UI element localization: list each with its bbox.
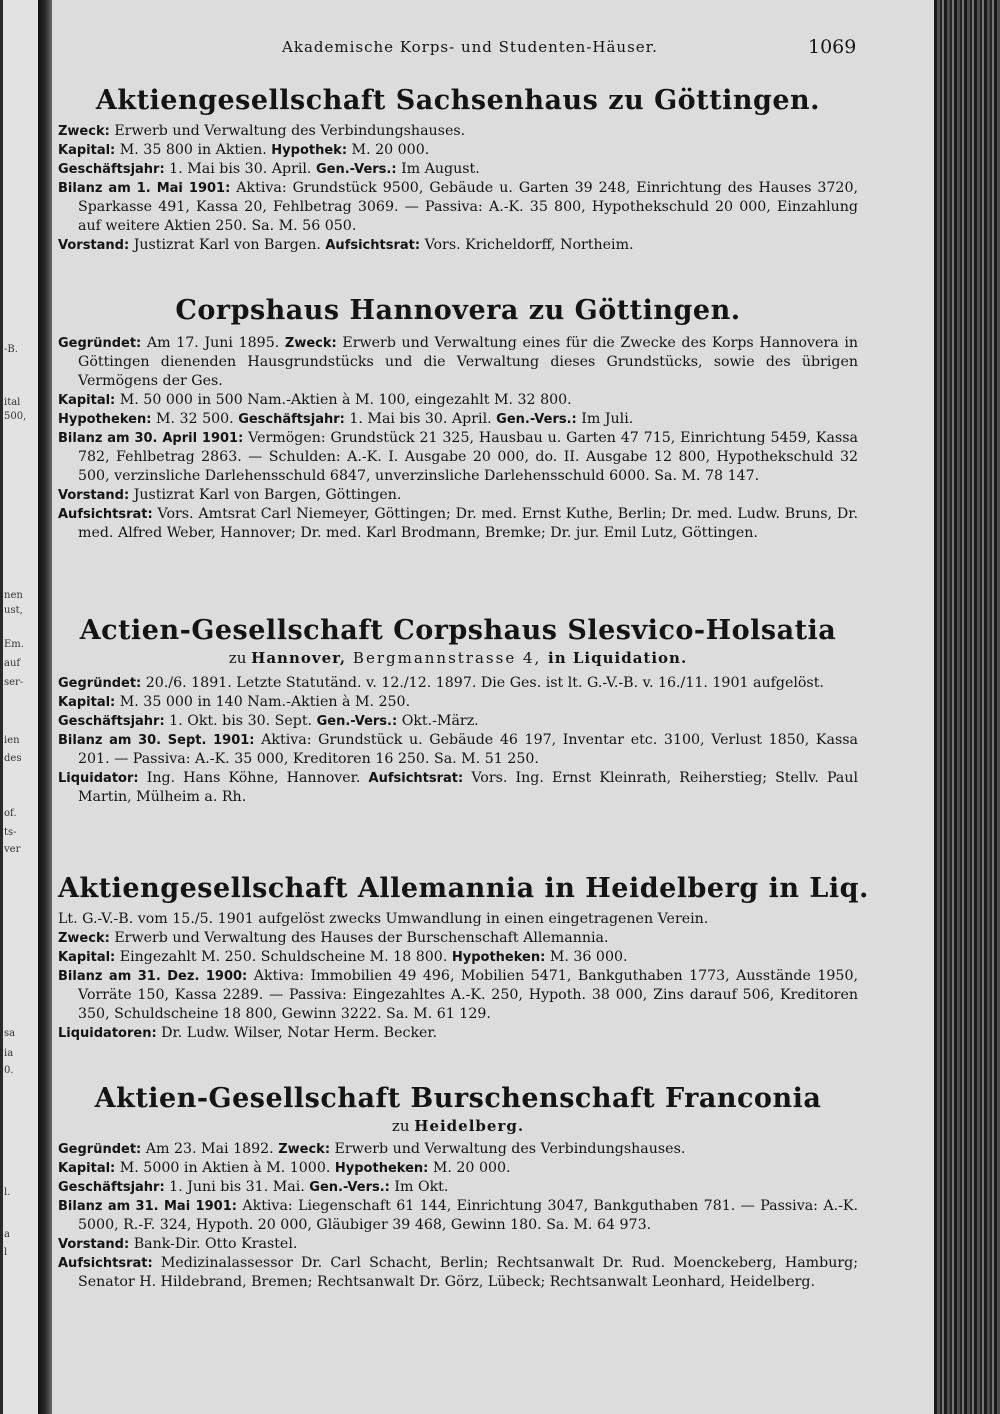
section-title: Aktiengesellschaft Allemannia in Heidelberg in Liq. xyxy=(58,873,869,904)
entry-line: Bilanz am 30. April 1901: Vermögen: Grundstück 21 325, Hausbau u. Garten 47 715, Einrichtung 5459, Kassa 782, Fehlbetrag 2863. — Schulden: A.-K. I. Ausgabe 20 000, do. II. Ausgabe 12 800, Hypothekschuld 32 500, verzinsliche Darlehensschuld 6847, unverzinsliche Darlehensschuld 6000. Sa. M. 78 147. xyxy=(58,430,858,484)
section-title: Corpshaus Hannovera zu Göttingen. xyxy=(175,295,741,326)
section-franconia xyxy=(58,1082,858,1292)
page-number: 1069 xyxy=(808,36,857,58)
entry-line: Bilanz am 31. Mai 1901: Aktiva: Liegenschaft 61 144, Einrichtung 3047, Bankguthaben 781. — Passiva: A.-K. 5000, R.-F. 324, Hypoth. 20 000, Gläubiger 39 468, Gewinn 180. Sa. M. 64 973. xyxy=(58,1198,859,1233)
margin-fragment: of. xyxy=(4,808,17,819)
facing-page-strip xyxy=(0,0,38,1414)
entry-line: Vorstand: Bank-Dir. Otto Krastel. xyxy=(58,1236,298,1252)
margin-fragment: l. xyxy=(4,1187,11,1198)
margin-fragment: ien xyxy=(4,735,20,746)
section-subtitle: zu Heidelberg. xyxy=(391,1117,525,1135)
entry-line: Vorstand: Justizrat Karl von Bargen. Aufsichtsrat: Vors. Kricheldorff, Northeim. xyxy=(58,237,634,253)
entry-line: Bilanz am 31. Dez. 1900: Aktiva: Immobilien 49 496, Mobilien 5471, Bankguthaben 1773, Ausstände 1950, Vorräte 150, Kassa 2289. — Passiva: Eingezahltes A.-K. 250, Hypoth. 38 000, Zins darauf 506, Kreditoren 350, Schuldscheine 18 800, Gewinn 3222. Sa. M. 61 129. xyxy=(58,968,858,1022)
entry-line: Vorstand: Justizrat Karl von Bargen, Göttingen. xyxy=(58,487,402,503)
running-header: Akademische Korps- und Studenten-Häuser. xyxy=(282,38,658,56)
page-stack-edge xyxy=(934,0,1000,1414)
margin-fragment: -B. xyxy=(4,344,18,355)
entry-line: Geschäftsjahr: 1. Juni bis 31. Mai. Gen.-Vers.: Im Okt. xyxy=(58,1179,449,1195)
entry-line: Zweck: Erwerb und Verwaltung des Verbindungshauses. xyxy=(58,123,466,139)
margin-fragment: ust, xyxy=(4,605,23,616)
entry-line: Aufsichtsrat: Vors. Amtsrat Carl Niemeyer, Göttingen; Dr. med. Ernst Kuthe, Berlin; Dr. med. Ludw. Bruns, Dr. med. Alfred Weber, Hannover; Dr. med. Karl Brodmann, Bremke; Dr. jur. Emil Lutz, Göttingen. xyxy=(58,506,858,541)
section-subtitle: zu Hannover, Bergmannstrasse 4, in Liquidation. xyxy=(228,649,688,667)
entry-line: Liquidatoren: Dr. Ludw. Wilser, Notar Herm. Becker. xyxy=(58,1025,438,1041)
margin-fragment: ts- xyxy=(4,827,17,838)
section-sachsenhaus xyxy=(58,84,858,255)
margin-fragment: a xyxy=(4,1229,10,1240)
section-hannovera xyxy=(58,294,858,543)
margin-fragment: 0. xyxy=(4,1065,14,1076)
section-title: Aktien-Gesellschaft Burschenschaft Franconia xyxy=(94,1083,822,1114)
entry-line: Kapital: M. 50 000 in 500 Nam.-Aktien à M. 100, eingezahlt M. 32 800. xyxy=(58,392,572,408)
margin-fragment: auf xyxy=(4,658,21,669)
section-allemannia xyxy=(58,872,869,1043)
margin-fragment: l xyxy=(4,1247,8,1258)
entry-line: Kapital: M. 35 800 in Aktien. Hypothek: M. 20 000. xyxy=(58,142,430,158)
margin-fragment: Em. xyxy=(4,639,24,650)
margin-fragment: 500, xyxy=(4,411,27,422)
entry-line: Lt. G.-V.-B. vom 15./5. 1901 aufgelöst zwecks Umwandlung in einen eingetragenen Verein. xyxy=(58,911,709,927)
margin-fragment: sa xyxy=(4,1028,16,1039)
section-title: Actien-Gesellschaft Corpshaus Slesvico-Holsatia xyxy=(79,615,837,646)
margin-fragment: nen xyxy=(4,590,23,601)
entry-line: Geschäftsjahr: 1. Okt. bis 30. Sept. Gen.-Vers.: Okt.-März. xyxy=(58,713,479,729)
book-binding-gutter xyxy=(38,0,52,1414)
margin-fragment: des xyxy=(4,753,22,764)
entry-line: Geschäftsjahr: 1. Mai bis 30. April. Gen.-Vers.: Im August. xyxy=(58,161,480,177)
section-title: Aktiengesellschaft Sachsenhaus zu Göttingen. xyxy=(95,85,821,116)
entry-line: Zweck: Erwerb und Verwaltung des Hauses der Burschenschaft Allemannia. xyxy=(58,930,609,946)
entry-line: Aufsichtsrat: Medizinalassessor Dr. Carl Schacht, Berlin; Rechtsanwalt Dr. Rud. Moenckeberg, Hamburg; Senator H. Hildebrand, Bremen; Rechtsanwalt Dr. Görz, Lübeck; Rechtsanwalt Leonhard, Heidelberg. xyxy=(58,1255,858,1290)
section-slesvico-holsatia xyxy=(58,614,858,807)
entry-line: Kapital: M. 5000 in Aktien à M. 1000. Hypotheken: M. 20 000. xyxy=(58,1160,511,1176)
entry-line: Bilanz am 30. Sept. 1901: Aktiva: Grundstück u. Gebäude 46 197, Inventar etc. 3100, Verlust 1850, Kassa 201. — Passiva: A.-K. 35 000, Kreditoren 16 250. Sa. M. 51 250. xyxy=(58,732,859,767)
entry-line: Liquidator: Ing. Hans Köhne, Hannover. Aufsichtsrat: Vors. Ing. Ernst Kleinrath, Reiherstieg; Stellv. Paul Martin, Mülheim a. Rh. xyxy=(58,770,858,805)
margin-fragment: ital xyxy=(4,397,21,408)
entry-line: Gegründet: Am 23. Mai 1892. Zweck: Erwerb und Verwaltung des Verbindungshauses. xyxy=(58,1141,686,1157)
entry-line: Bilanz am 1. Mai 1901: Aktiva: Grundstück 9500, Gebäude u. Garten 39 248, Einrichtung des Hauses 3720, Sparkasse 491, Kassa 20, Fehlbetrag 3069. — Passiva: A.-K. 35 800, Hypothekschuld 20 000, Einzahlung auf weitere Aktien 250. Sa. M. 56 050. xyxy=(58,180,858,234)
entry-line: Hypotheken: M. 32 500. Geschäftsjahr: 1. Mai bis 30. April. Gen.-Vers.: Im Juli. xyxy=(58,411,634,427)
facing-page-edge xyxy=(0,0,3,1414)
entry-line: Kapital: Eingezahlt M. 250. Schuldscheine M. 18 800. Hypotheken: M. 36 000. xyxy=(58,949,628,965)
entry-line: Gegründet: Am 17. Juni 1895. Zweck: Erwerb und Verwaltung eines für die Zwecke des Korps Hannovera in Göttingen dienenden Hausgrundstücks und die Verwaltung dieses Grundstücks, sowie des übrigen Vermögens der Ges. xyxy=(58,335,858,389)
margin-fragment: ser- xyxy=(4,677,24,688)
margin-fragment: ia xyxy=(4,1048,14,1059)
entry-line: Kapital: M. 35 000 in 140 Nam.-Aktien à M. 250. xyxy=(58,694,411,710)
entry-line: Gegründet: 20./6. 1891. Letzte Statutänd. v. 12./12. 1897. Die Ges. ist lt. G.-V.-B. v. 16./11. 1901 aufgelöst. xyxy=(58,675,824,691)
margin-fragment: ver xyxy=(4,844,21,855)
